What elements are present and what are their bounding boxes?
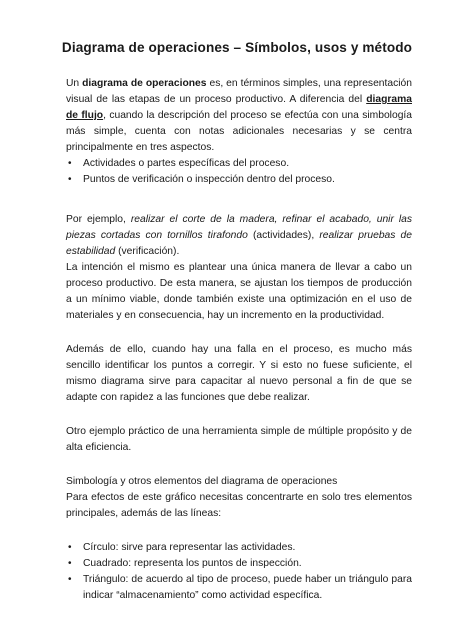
intro-paragraph	[66, 76, 412, 156]
intro-bold-term: diagrama de operaciones	[82, 78, 207, 89]
list-item: • Triángulo: de acuerdo al tipo de proceso, puede haber un triángulo para indicar “almacenamiento” como actividad específica.	[66, 572, 412, 604]
diagrama-de-flujo-link[interactable]: diagrama de flujo	[66, 94, 412, 121]
example-text-c: (actividades),	[247, 230, 320, 241]
document-body	[66, 76, 412, 604]
other-example-paragraph: Otro ejemplo práctico de una herramienta simple de múltiple propósito y de alta eficiencia.	[66, 426, 412, 453]
spacer	[66, 188, 412, 212]
document-title: Diagrama de operaciones – Símbolos, usos y método	[61, 40, 413, 55]
example-text-e: (verificación).	[115, 246, 180, 257]
example-italic-verification: realizar pruebas de estabilidad	[66, 230, 412, 257]
spacer	[66, 406, 412, 424]
list-item: • Actividades o partes específicas del proceso.	[66, 156, 412, 172]
example-paragraph	[66, 212, 412, 260]
list-item: • Cuadrado: representa los puntos de inspección.	[66, 556, 412, 572]
spacer	[66, 456, 412, 474]
spacer	[66, 522, 412, 540]
spacer	[66, 324, 412, 342]
symbology-intro: Para efectos de este gráfico necesitas concentrarte en solo tres elementos principales, además de las líneas:	[66, 492, 412, 519]
symbology-heading: Simbología y otros elementos del diagrama de operaciones	[66, 476, 338, 487]
aspects-list	[66, 156, 412, 188]
symbols-list	[66, 540, 412, 604]
example-text-a: Por ejemplo,	[66, 214, 131, 225]
intro-text-1: Un	[66, 78, 83, 89]
list-item: • Puntos de verificación o inspección dentro del proceso.	[66, 172, 412, 188]
intro-text-2: es, en términos simples, una representación visual de las etapas de un proceso productivo. A diferencia del	[66, 78, 412, 105]
intro-text-3: , cuando la descripción del proceso se efectúa con una simbología más simple, cuenta con notas adicionales necesarias y se centra principalmente en tres aspectos.	[66, 110, 413, 153]
failure-paragraph: Además de ello, cuando hay una falla en el proceso, es mucho más sencillo identificar los puntos a corregir. Y si esto no fuese suficiente, el mismo diagrama sirve para capacitar al nuevo personal a fin de que se adapte con rapidez a las funciones que debe realizar.	[66, 344, 412, 403]
example-italic-activities: realizar el corte de la madera, refinar el acabado, unir las piezas cortadas con tornillos tirafondo	[66, 214, 413, 241]
list-item: • Círculo: sirve para representar las actividades.	[66, 540, 412, 556]
intention-paragraph: La intención el mismo es plantear una única manera de llevar a cabo un proceso productivo. De esta manera, se ajustan los tiempos de producción a un mínimo viable, donde también existe una optimización en el uso de materiales y en consecuencia, hay un incremento en la productividad.	[66, 262, 412, 321]
